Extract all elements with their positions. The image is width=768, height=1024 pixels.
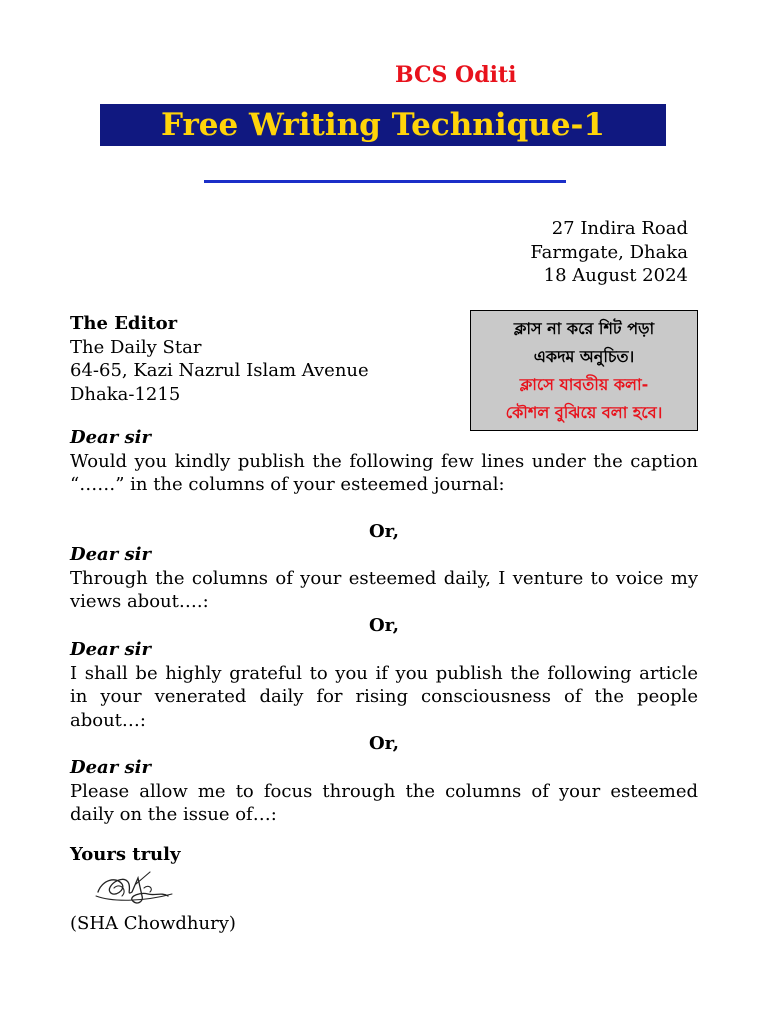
- sender-address-line2: Farmgate, Dhaka: [530, 242, 688, 263]
- opening-paragraph-1: Would you kindly publish the following few lines under the caption “……” in the columns of your esteemed journal:: [70, 450, 698, 495]
- or-separator-1: Or,: [368, 521, 400, 542]
- salutation: Dear sir: [70, 427, 151, 448]
- or-separator-3: Or,: [368, 733, 400, 754]
- or-separator-2: Or,: [368, 615, 400, 636]
- salutation-option-4: [70, 756, 698, 827]
- recipient-address: [70, 312, 369, 406]
- closing-phrase: Yours truly: [70, 844, 181, 865]
- document-title: Free Writing Technique-1: [100, 104, 666, 146]
- salutation-option-3: [70, 638, 698, 732]
- sender-address-line1: 27 Indira Road: [551, 218, 688, 239]
- salutation: Dear sir: [70, 544, 151, 565]
- signatory-name: (SHA Chowdhury): [70, 913, 236, 934]
- opening-paragraph-3: I shall be highly grateful to you if you publish the following article in your venerated daily for rising consciousness of the people about…:: [70, 662, 698, 731]
- salutation-option-1: [70, 426, 698, 497]
- recipient-line3: Dhaka-1215: [70, 383, 181, 405]
- note-line4: কৌশল বুঝিয়ে বলা হবে।: [505, 403, 663, 422]
- letter-date: 18 August 2024: [543, 265, 688, 286]
- opening-paragraph-4: Please allow me to focus through the columns of your esteemed daily on the issue of…:: [70, 780, 698, 825]
- brand-name: BCS Oditi: [395, 62, 517, 88]
- recipient-title: The Editor: [70, 313, 178, 334]
- signature-image: [92, 862, 182, 914]
- opening-paragraph-2: Through the columns of your esteemed daily, I venture to voice my views about….:: [70, 567, 698, 612]
- salutation-option-2: [70, 543, 698, 614]
- note-line1: ক্লাস না করে শিট পড়া: [513, 319, 655, 338]
- note-line2: একদম অনুচিত।: [533, 347, 635, 366]
- bengali-note-box: [470, 310, 698, 431]
- salutation: Dear sir: [70, 639, 151, 660]
- recipient-line2: 64-65, Kazi Nazrul Islam Avenue: [70, 360, 369, 381]
- note-line3: ক্লাসে যাবতীয় কলা-: [519, 375, 649, 394]
- title-underline: [204, 180, 566, 183]
- salutation: Dear sir: [70, 757, 151, 778]
- recipient-line1: The Daily Star: [70, 336, 202, 358]
